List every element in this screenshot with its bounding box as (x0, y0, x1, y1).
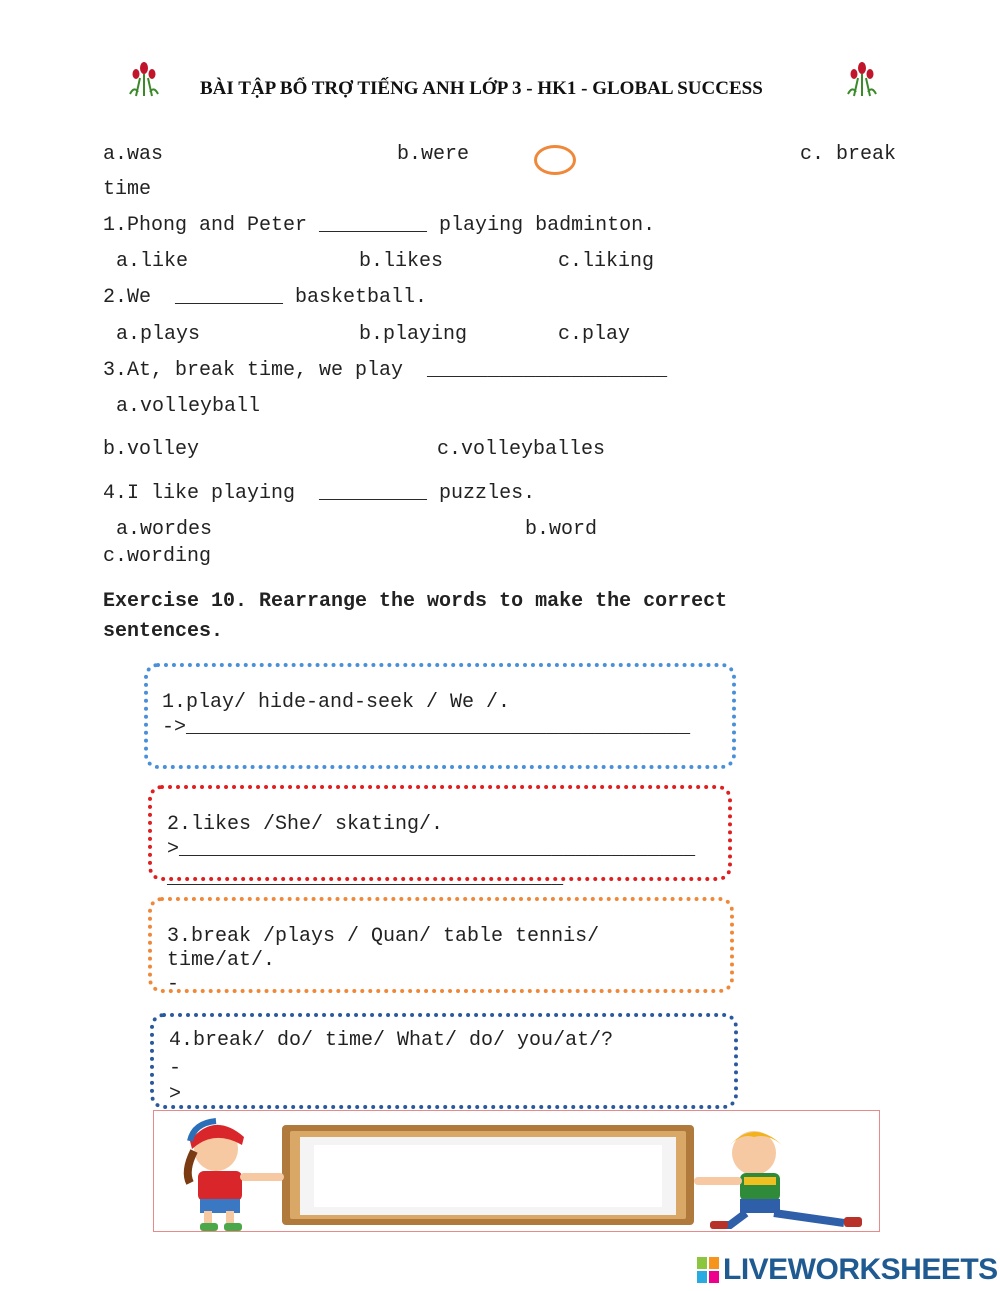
q3-option-b[interactable]: b.volley (103, 438, 200, 461)
option-c[interactable]: c. break (800, 143, 897, 166)
question-1: 1.Phong and Peter _________ playing badminton. (103, 214, 656, 237)
box3-prompt-cont: time/at/. (167, 949, 276, 972)
q4-option-b[interactable]: b.word (525, 518, 598, 541)
option-b[interactable]: b.were (397, 143, 470, 166)
q2-option-a[interactable]: a.plays (116, 323, 201, 346)
question-2: 2.We _________ basketball. (103, 286, 428, 309)
box2-answer-line-extra[interactable]: _________________________________ (167, 867, 564, 890)
box3-prompt: 3.break /plays / Quan/ table tennis/ (167, 925, 600, 948)
box1-answer-line[interactable]: ->__________________________________________ (162, 716, 691, 739)
q1-option-c[interactable]: c.liking (558, 250, 655, 273)
kids-board-illustration (154, 1111, 880, 1232)
box4-answer-dash[interactable]: - (169, 1057, 182, 1080)
box4-prompt: 4.break/ do/ time/ What/ do/ you/at/? (169, 1029, 614, 1052)
box4-answer-arrow[interactable]: > (169, 1083, 182, 1106)
liveworksheets-logo-icon (697, 1257, 719, 1283)
q1-option-a[interactable]: a.like (116, 250, 189, 273)
sentence-box-4 (150, 1013, 738, 1109)
exercise-10-heading: Exercise 10. Rearrange the words to make the correct (103, 590, 728, 613)
option-c-continued: time (103, 178, 152, 201)
q1-option-b[interactable]: b.likes (359, 250, 444, 273)
q3-option-a[interactable]: a.volleyball (116, 395, 261, 418)
answer-circle-mark[interactable] (534, 145, 576, 175)
page-title: BÀI TẬP BỔ TRỢ TIẾNG ANH LỚP 3 - HK1 - GLOBAL SUCCESS (200, 78, 763, 99)
q2-option-c[interactable]: c.play (558, 323, 631, 346)
box2-answer-line[interactable]: >___________________________________________ (167, 838, 696, 861)
question-4: 4.I like playing _________ puzzles. (103, 482, 536, 505)
q2-option-b[interactable]: b.playing (359, 323, 468, 346)
flower-icon (124, 58, 164, 98)
flower-icon (842, 58, 882, 98)
box2-prompt: 2.likes /She/ skating/. (167, 813, 444, 836)
option-a[interactable]: a.was (103, 143, 164, 166)
q4-option-c[interactable]: c.wording (103, 545, 212, 568)
logo-text: LIVEWORKSHEETS (723, 1253, 998, 1286)
exercise-10-heading-cont: sentences. (103, 620, 224, 643)
question-3: 3.At, break time, we play ____________________ (103, 359, 668, 382)
box1-prompt: 1.play/ hide-and-seek / We /. (162, 691, 511, 714)
q4-option-a[interactable]: a.wordes (116, 518, 213, 541)
box3-answer-line[interactable]: - (167, 973, 180, 996)
kids-board-banner (153, 1110, 880, 1232)
q3-option-c[interactable]: c.volleyballes (437, 438, 606, 461)
